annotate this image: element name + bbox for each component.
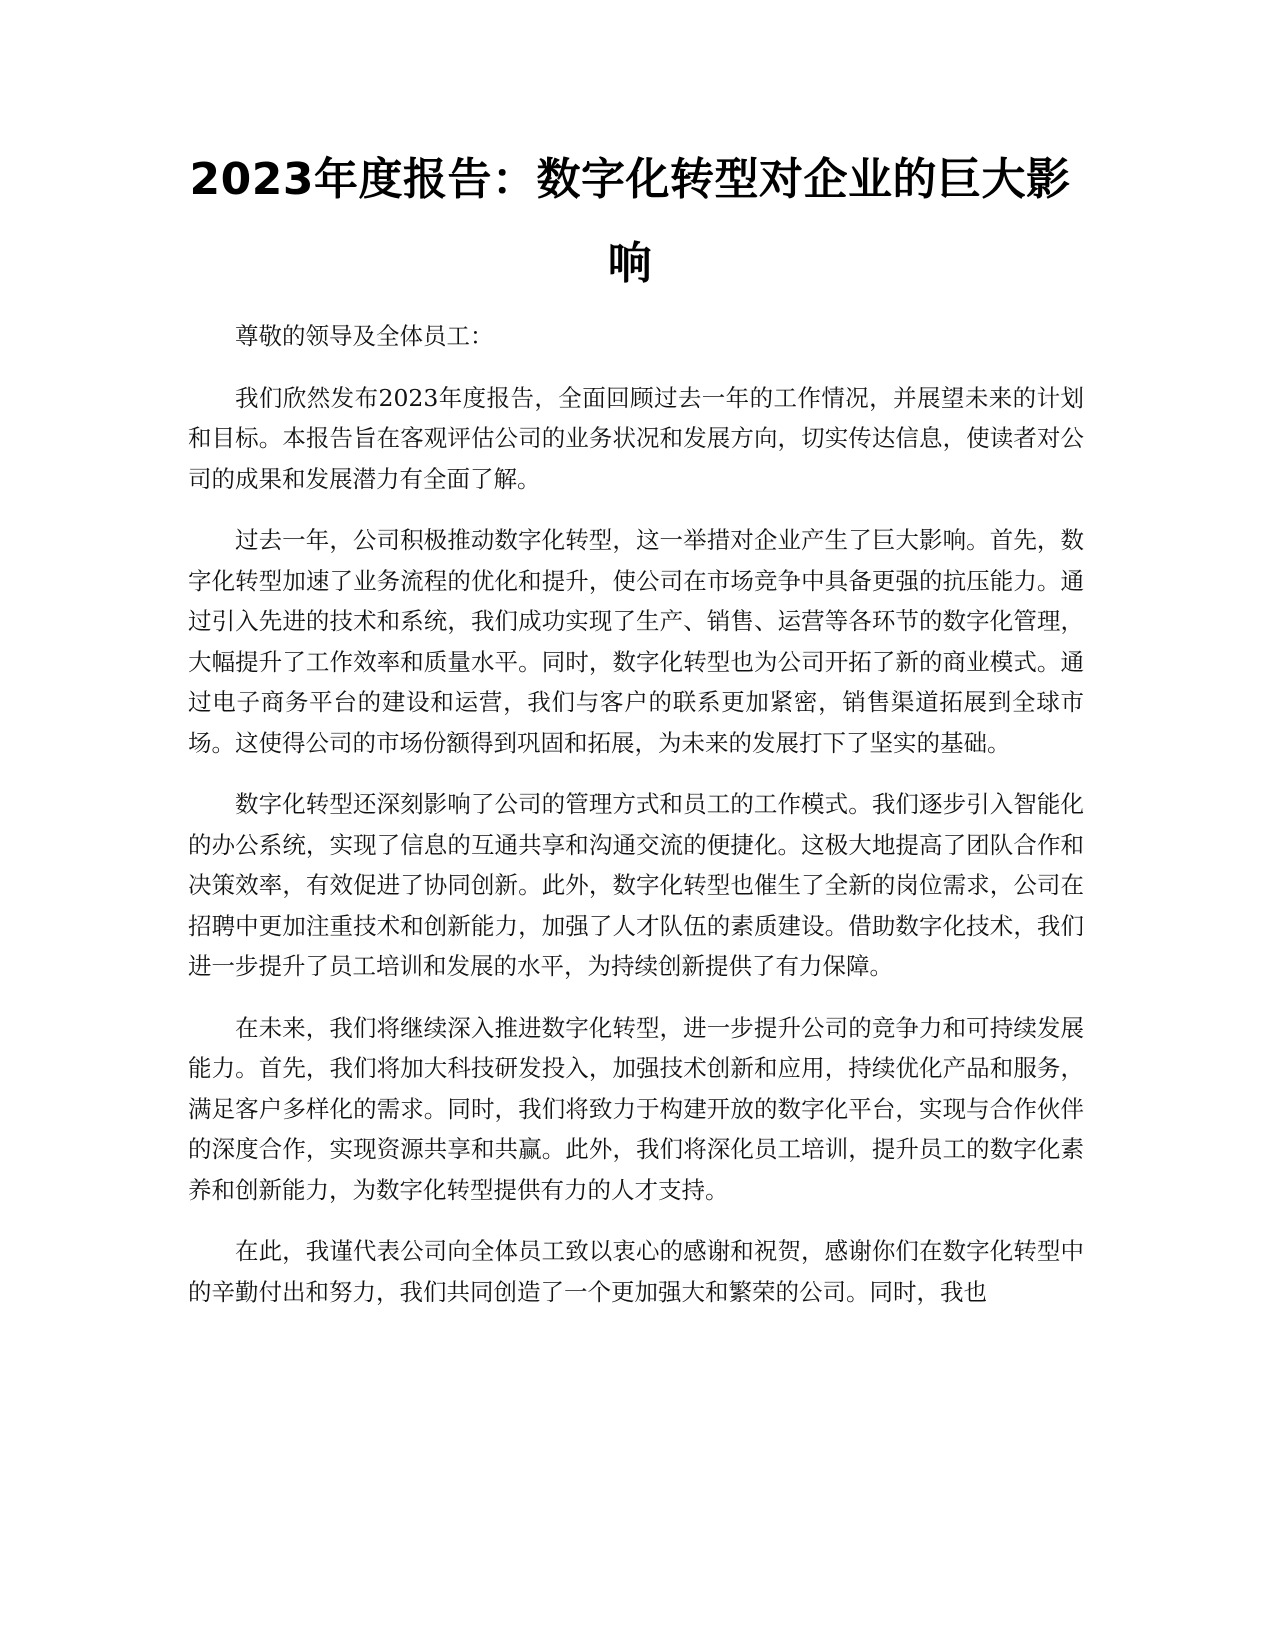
paragraph-thanks: 在此，我谨代表公司向全体员工致以衷心的感谢和祝贺，感谢你们在数字化转型中的辛勤付出和努力，我们共同创造了一个更加强大和繁荣的公司。同时，我也 bbox=[188, 1237, 1084, 1306]
paragraph-future: 在未来，我们将继续深入推进数字化转型，进一步提升公司的竞争力和可持续发展能力。首先，我们将加大科技研发投入，加强技术创新和应用，持续优化产品和服务，满足客户多样化的需求。同时，我们将致力于构建开放的数字化平台，实现与合作伙伴的深度合作，实现资源共享和共赢。此外，我们将深化员工培训，提升员工的数字化素养和创新能力，为数字化转型提供有力的人才支持。 bbox=[188, 1013, 1084, 1204]
paragraph-past-year: 过去一年，公司积极推动数字化转型，这一举措对企业产生了巨大影响。首先，数字化转型加速了业务流程的优化和提升，使公司在市场竞争中具备更强的抗压能力。通过引入先进的技术和系统，我们成功实现了生产、销售、运营等各环节的数字化管理，大幅提升了工作效率和质量水平。同时，数字化转型也为公司开拓了新的商业模式。通过电子商务平台的建设和运营，我们与客户的联系更加紧密，销售渠道拓展到全球市场。这使得公司的市场份额得到巩固和拓展，为未来的发展打下了坚实的基础。 bbox=[188, 526, 1084, 757]
document-body bbox=[188, 316, 1084, 1333]
paragraph-management: 数字化转型还深刻影响了公司的管理方式和员工的工作模式。我们逐步引入智能化的办公系统，实现了信息的互通共享和沟通交流的便捷化。这极大地提高了团队合作和决策效率，有效促进了协同创新。此外，数字化转型也催生了全新的岗位需求，公司在招聘中更加注重技术和创新能力，加强了人才队伍的素质建设。借助数字化技术，我们进一步提升了员工培训和发展的水平，为持续创新提供了有力保障。 bbox=[188, 790, 1084, 980]
salutation: 尊敬的领导及全体员工： bbox=[235, 322, 494, 350]
paragraph-intro: 我们欣然发布2023年度报告，全面回顾过去一年的工作情况，并展望未来的计划和目标。本报告旨在客观评估公司的业务状况和发展方向，切实传达信息，使读者对公司的成果和发展潜力有全面了解。 bbox=[188, 383, 1084, 493]
document-title: 2023年度报告：数字化转型对企业的巨大影响 bbox=[189, 154, 1071, 289]
